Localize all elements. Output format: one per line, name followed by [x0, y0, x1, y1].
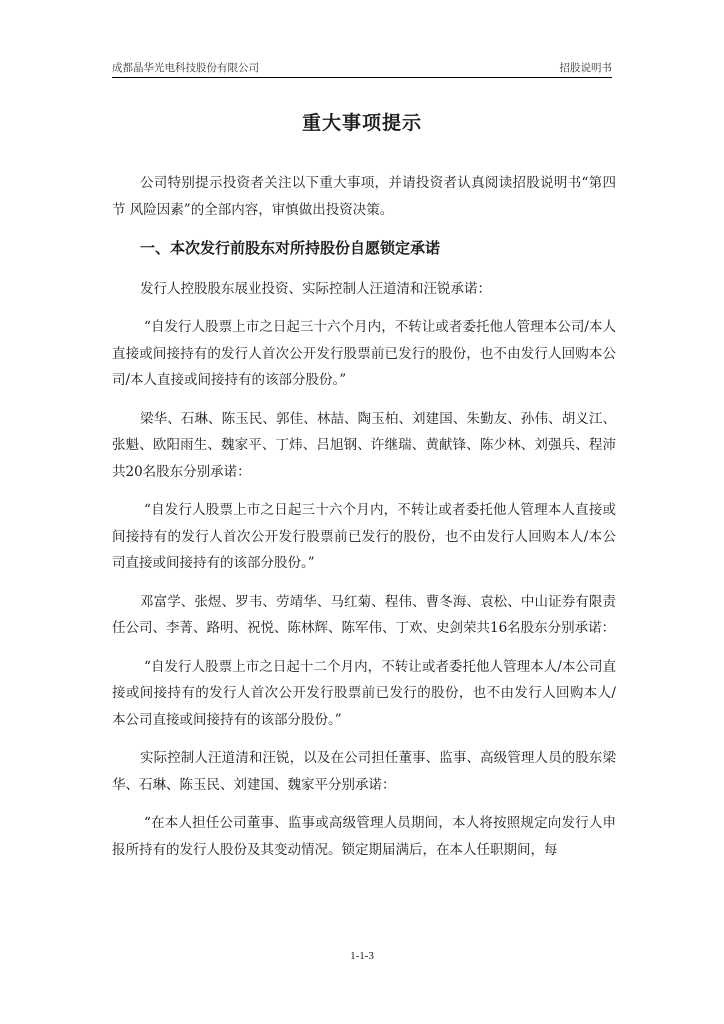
intro-paragraph: 公司特别提示投资者关注以下重大事项，并请投资者认真阅读招股说明书“第四节 风险因素”的全部内容，审慎做出投资决策。	[112, 175, 616, 218]
quote-sixteen-shareholders: “自发行人股票上市之日起十二个月内，不转让或者委托他人管理本人/本公司直接或间接持有的发行人首次公开发行股票前已发行的股份，也不由发行人回购本人/本公司直接或间接持有的该部分股份。”	[112, 658, 616, 728]
page-header	[112, 58, 612, 78]
page-number: 1-1-3	[350, 950, 374, 962]
header-document-type: 招股说明书	[559, 62, 612, 74]
quote-controlling-shareholder: “自发行人股票上市之日起三十六个月内，不转让或者委托他人管理本公司/本人直接或间接持有的发行人首次公开发行股票前已发行的股份，也不由发行人回购本公司/本人直接或间接持有的该部分股份。”	[112, 319, 616, 388]
paragraph-directors-supervisors: 实际控制人汪道清和汪锐，以及在公司担任董事、监事、高级管理人员的股东梁华、石琳、陈玉民、刘建国、魏家平分别承诺：	[112, 750, 616, 793]
page-title: 重大事项提示	[301, 112, 422, 134]
section-heading-lockup: 一、本次发行前股东对所持股份自愿锁定承诺	[140, 239, 441, 257]
paragraph-controlling-shareholder: 发行人控股股东展业投资、实际控制人汪道清和汪锐承诺：	[140, 280, 491, 297]
paragraph-sixteen-shareholders: 邓富学、张煜、罗韦、劳靖华、马红菊、程伟、曹冬海、袁松、中山证券有限责任公司、李菁、路明、祝悦、陈林辉、陈军伟、丁欢、史剑荣共16名股东分别承诺：	[112, 593, 616, 636]
header-divider	[112, 77, 612, 78]
header-company-name: 成都晶华光电科技股份有限公司	[112, 62, 259, 74]
quote-twenty-shareholders: “自发行人股票上市之日起三十六个月内，不转让或者委托他人管理本人直接或间接持有的发行人首次公开发行股票前已发行的股份，也不由发行人回购本人/本公司直接或间接持有的该部分股份。”	[112, 502, 616, 571]
quote-directors-supervisors: “在本人担任公司董事、监事或高级管理人员期间，本人将按照规定向发行人申报所持有的发行人股份及其变动情况。锁定期届满后，在本人任职期间，每	[112, 815, 616, 858]
paragraph-twenty-shareholders: 梁华、石琳、陈玉民、郭佳、林喆、陶玉柏、刘建国、朱勤友、孙伟、胡义江、张魁、欧阳雨生、魏家平、丁炜、吕旭钢、许继瑞、黄献锋、陈少林、刘强兵、程沛共20名股东分别承诺：	[112, 410, 616, 480]
document-body	[112, 170, 616, 875]
